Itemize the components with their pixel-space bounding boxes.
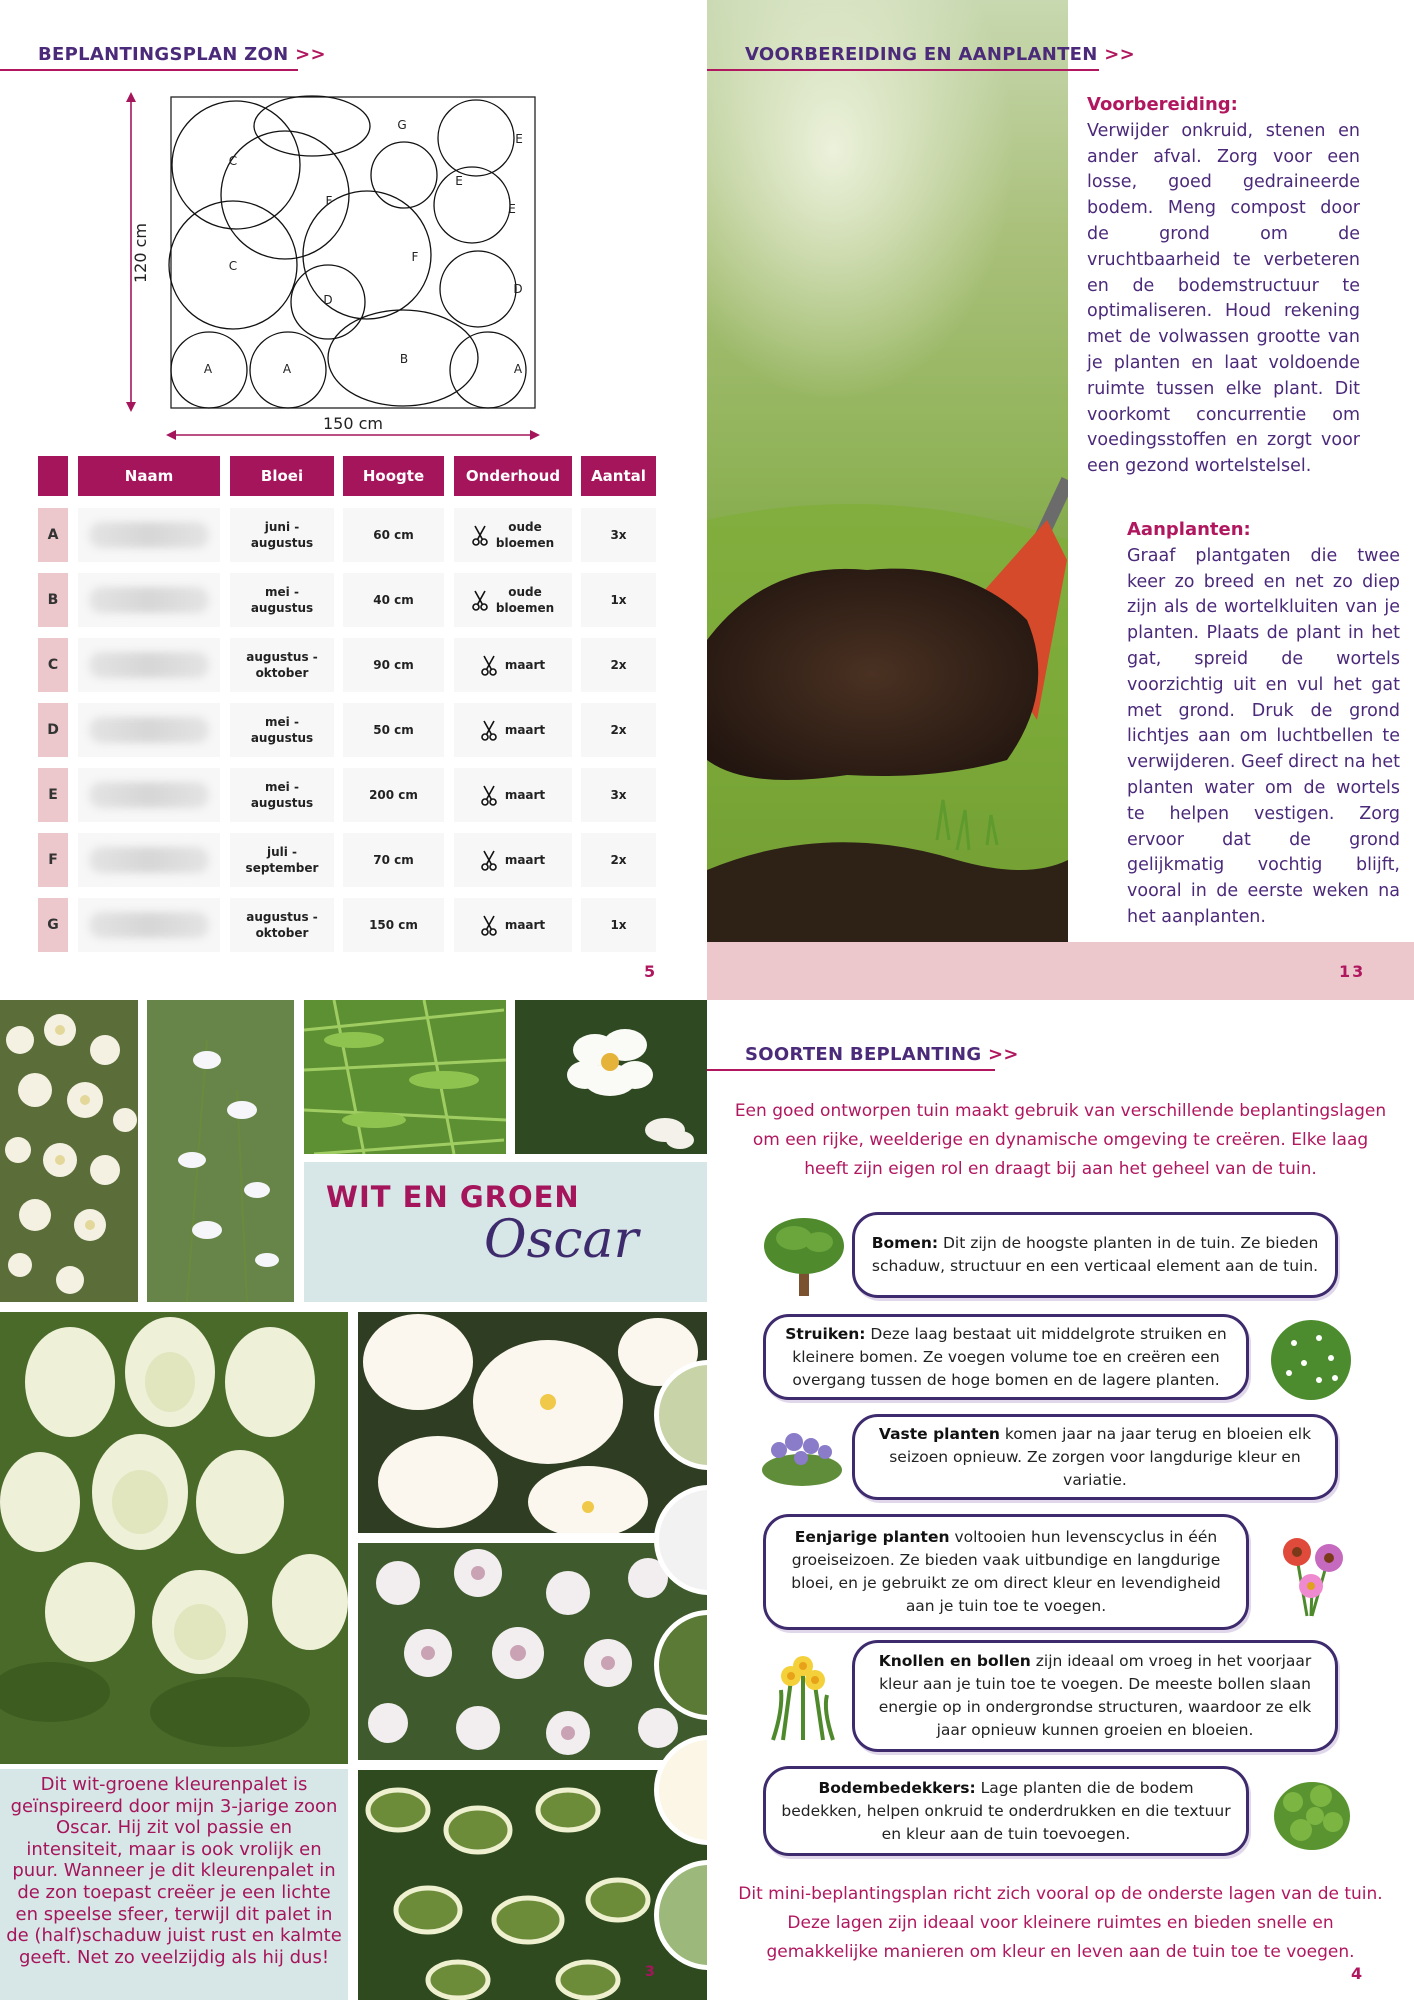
scissors-icon [481,784,497,806]
hoogte-cell: 40 cm [343,573,444,627]
onderhoud-text [505,787,545,803]
layer-desc: zijn ideaal om vroeg in het voorjaar kleur aan je tuin toe te voegen. De meeste bollen slaan energie op in ondergrondse structuren, waardoor ze elk jaar opnieuw kunnen groeien en bloeien. [878,1652,1312,1739]
title-arrows: >> [1104,44,1135,65]
layer-text [778,1526,1234,1618]
daffodil-icon [763,1650,843,1742]
onderhoud-content [481,654,545,676]
layer-text [778,1777,1234,1846]
layer-name: Vaste planten [878,1424,1000,1443]
bloei-start: mei - [265,584,299,599]
layer-name: Struiken: [785,1324,866,1343]
bloei-end: augustus [250,601,314,615]
fern-photo [304,1000,506,1154]
width-label: 150 cm [322,414,384,433]
row-label: B [38,573,68,627]
layer-desc: Dit zijn de hoogste planten in de tuin. Ze bieden schaduw, structuur en een verticaal element aan de tuin. [871,1234,1319,1275]
plot-letter: E [508,202,516,216]
onderhoud-line1: maart [504,917,546,932]
layer-eenjarige [763,1514,1249,1630]
hydrangea-photo [0,1312,348,1764]
plot-letter: F [325,194,333,208]
layer-name: Eenjarige planten [794,1528,950,1546]
bloei-text [251,519,313,551]
title-underline [707,69,1099,71]
bloei-text [251,584,313,616]
outro-text: Dit mini-beplantingsplan richt zich vooral op de onderste lagen van de tuin. Deze lagen zijn ideaal voor kleinere ruimtes en bieden snelle en gemakkelijke manieren om kleur en leven aan de tuin toe te voegen. [738,1884,1383,1962]
shrub-icon [1269,1318,1353,1402]
layer-name: Bodembedekkers: [818,1778,976,1797]
palette-description: Dit wit-groene kleurenpalet is geïnspireerd door mijn 3-jarige zoon Oscar. Hij zit vol passie en intensiteit, maar is ook vrolijk en puur. Wanneer je dit kleurenpalet in de zon toepast creëer je een lichte en speelse sfeer, terwijl dit palet in de (half)schaduw juist rust en kalmte geeft. Net zo veelzijdig als hij dus! [6,1774,342,1968]
table-header-onderhoud: Onderhoud [454,456,572,496]
onderhoud-cell [454,573,572,627]
plot-letter: F [411,250,419,264]
plot-letter: D [513,282,523,296]
onderhoud-text [505,917,545,933]
plot-letter: C [228,259,238,273]
onderhoud-cell [454,833,572,887]
shovel-soil-photo [707,0,1068,942]
bloei-cell [230,898,334,952]
groundcover-icon [1271,1772,1353,1854]
hoogte-cell: 70 cm [343,833,444,887]
plot-letter: A [513,362,523,376]
scissors-icon [472,589,488,611]
layer-text [867,1232,1323,1278]
layer-struiken [763,1314,1249,1400]
bloei-cell [230,703,334,757]
layer-desc: voltooien hun levenscyclus in één groeiseizoen. Ze bieden vaak uitbundige en langdurige bloei, en je gebruikt ze om direct kleur en levendigheid aan je tuin toe te voegen. [791,1528,1221,1615]
title-text: BEPLANTINGSPLAN ZON [38,44,289,65]
row-label: A [38,508,68,562]
row-label: F [38,833,68,887]
plant-name-blurred [78,573,220,627]
aantal-cell: 1x [581,573,656,627]
table-header-hoogte: Hoogte [343,456,444,496]
bloei-end: augustus [250,731,314,745]
voorbereiding-block [1087,92,1360,480]
bloei-start: augustus - [246,909,318,924]
blurred-name [89,587,209,613]
onderhoud-line1: oude [508,519,542,534]
hoogte-cell: 50 cm [343,703,444,757]
page-voorbereiding [707,0,1414,1000]
table-header-naam: Naam [78,456,220,496]
blurred-name [89,912,209,938]
page-title [38,44,326,65]
onderhoud-cell [454,898,572,952]
aantal-cell: 1x [581,898,656,952]
layer-name: Knollen en bollen [878,1652,1031,1670]
blurred-name [89,782,209,808]
plot-letter: E [515,132,523,146]
onderhoud-content [481,914,545,936]
onderhoud-content [481,719,545,741]
bloei-end: augustus [250,536,314,550]
onderhoud-text [496,584,554,616]
table-header-bloei: Bloei [230,456,334,496]
bloei-end: oktober [255,666,309,680]
table-header-corner [38,456,68,496]
plant-name-blurred [78,508,220,562]
page-title [745,44,1135,65]
gaura-photo [147,1000,294,1302]
onderhoud-cell [454,508,572,562]
onderhoud-content [472,584,554,616]
bloei-text [246,649,318,681]
layer-bodembedekkers [763,1766,1249,1856]
yarrow-photo [0,1000,138,1302]
bloei-cell [230,768,334,822]
row-label: D [38,703,68,757]
layer-knollen-bollen [852,1640,1338,1752]
hoogte-cell: 200 cm [343,768,444,822]
blurred-name [89,522,209,548]
onderhoud-content [481,849,545,871]
plot-letter: A [282,362,292,376]
page-number: 4 [1351,1964,1363,1983]
plot-letter: C [228,154,238,168]
onderhoud-text [496,519,554,551]
aantal-cell: 3x [581,508,656,562]
aanplanten-block [1127,517,1400,931]
aantal-cell: 2x [581,833,656,887]
aantal-cell: 2x [581,638,656,692]
aantal-cell: 3x [581,768,656,822]
layer-text [867,1650,1323,1742]
blurred-name [89,717,209,743]
plant-name-blurred [78,638,220,692]
title-underline [0,69,298,71]
title-text: SOORTEN BEPLANTING [745,1044,982,1065]
row-label: E [38,768,68,822]
hoogte-cell: 90 cm [343,638,444,692]
annual-flower-icon [1267,1528,1357,1620]
plot-letter: E [455,174,463,188]
page-wit-en-groen [0,1000,707,2000]
layer-bomen [852,1212,1338,1298]
hoogte-cell: 150 cm [343,898,444,952]
bloei-start: juni - [264,519,300,534]
perennial-icon [759,1420,845,1490]
page-soorten-beplanting [707,1000,1414,2000]
bloei-cell [230,573,334,627]
tree-icon [759,1212,849,1302]
plot-letter: G [397,118,407,132]
footer-band [707,942,1414,1000]
aantal-cell: 2x [581,703,656,757]
onderhoud-line1: maart [504,852,546,867]
onderhoud-line1: maart [504,787,546,802]
row-label: G [38,898,68,952]
bloei-cell [230,508,334,562]
title-underline [707,1069,995,1071]
layer-text [778,1323,1234,1392]
page-title [745,1044,1019,1065]
onderhoud-line2: bloemen [495,536,555,550]
scissors-icon [481,849,497,871]
anemone-photo [515,1000,707,1154]
title-text: VOORBEREIDING EN AANPLANTEN [745,44,1098,65]
bloei-end: september [245,861,319,875]
row-label: C [38,638,68,692]
bloei-cell [230,638,334,692]
bloei-end: augustus [250,796,314,810]
plot-letter: A [203,362,213,376]
voorbereiding-text: Verwijder onkruid, stenen en ander afval. Zorg voor een losse, goed gedraineerde bodem. Meng compost door de grond om de vruchtbaarheid te verbeteren en de bodemstructuur te optimaliseren. Houd rekening met de volwassen grootte van je planten en laat voldoende ruimte tussen elke plant. Dit voorkomt concurrentie om voedingsstoffen en zorgt voor een gezond wortelstelsel. [1087,120,1360,477]
onderhoud-content [472,519,554,551]
title-arrows: >> [295,44,326,65]
scissors-icon [481,914,497,936]
onderhoud-cell [454,768,572,822]
bloei-text [251,779,313,811]
aanplanten-heading: Aanplanten: [1127,519,1251,540]
onderhoud-text [505,722,545,738]
bloei-text [246,909,318,941]
scissors-icon [481,719,497,741]
onderhoud-text [505,852,545,868]
bloei-text [246,844,319,876]
layer-text [867,1423,1323,1492]
scissors-icon [481,654,497,676]
layer-vaste-planten [852,1414,1338,1500]
planting-plan-diagram [110,90,570,450]
blurred-name [89,652,209,678]
onderhoud-line1: maart [504,722,546,737]
onderhoud-text [505,657,545,673]
bloei-end: oktober [255,926,309,940]
table-header-aantal: Aantal [581,456,656,496]
onderhoud-cell [454,703,572,757]
layer-name: Bomen: [871,1234,939,1252]
page-number: 3 [645,1964,655,1980]
bloei-start: juli - [266,844,298,859]
bloei-start: mei - [265,779,299,794]
bloei-cell [230,833,334,887]
palette-script-name: Oscar [484,1210,639,1270]
layer-desc: Deze laag bestaat uit middelgrote struiken en kleinere bomen. Ze voegen volume toe en creëren een overgang tussen de hoge bomen en de lagere planten. [792,1324,1227,1389]
intro-text: Een goed ontworpen tuin maakt gebruik van verschillende beplantingslagen om een rijke, weelderige en dynamische omgeving te creëren. Elke laag heeft zijn eigen rol en draagt bij aan het geheel van de tuin. [734,1101,1387,1179]
page-number: 5 [644,962,656,981]
scissors-icon [472,524,488,546]
title-arrows: >> [988,1044,1019,1065]
bloei-start: augustus - [246,649,318,664]
onderhoud-cell [454,638,572,692]
layer-desc: Lage planten die de bodem bedekken, helpen onkruid te onderdrukken en die textuur en kleur aan de tuin toevoegen. [781,1778,1231,1843]
plot-letter: D [323,293,333,307]
bloei-text [251,714,313,746]
bloei-start: mei - [265,714,299,729]
plant-name-blurred [78,898,220,952]
onderhoud-line1: maart [504,657,546,672]
blurred-name [89,847,209,873]
page-number: 13 [1339,962,1366,981]
plot-letter: B [399,352,409,366]
palette-title: WIT EN GROEN [326,1180,580,1214]
page-beplantingsplan [0,0,707,1000]
onderhoud-line1: oude [508,584,542,599]
onderhoud-content [481,784,545,806]
height-label: 120 cm [131,222,150,284]
layer-desc: komen jaar na jaar terug en bloeien elk seizoen opnieuw. Ze zorgen voor langdurige kleur en variatie. [889,1424,1312,1489]
hoogte-cell: 60 cm [343,508,444,562]
voorbereiding-heading: Voorbereiding: [1087,94,1238,115]
plant-name-blurred [78,703,220,757]
plant-name-blurred [78,833,220,887]
aanplanten-text: Graaf plantgaten die twee keer zo breed en net zo diep zijn als de wortelkluiten van je planten. Plaats de plant in het gat, spreid de wortels voorzichtig uit en vul het gat met grond. Druk de grond lichtjes aan om luchtbellen te verwijderen. Geef direct na het planten water om de wortels te helpen vestigen. Zorg ervoor dat de grond gelijkmatig vochtig blijft, vooral in de eerste weken na het aanplanten. [1127,545,1400,927]
plant-name-blurred [78,768,220,822]
onderhoud-line2: bloemen [495,601,555,615]
